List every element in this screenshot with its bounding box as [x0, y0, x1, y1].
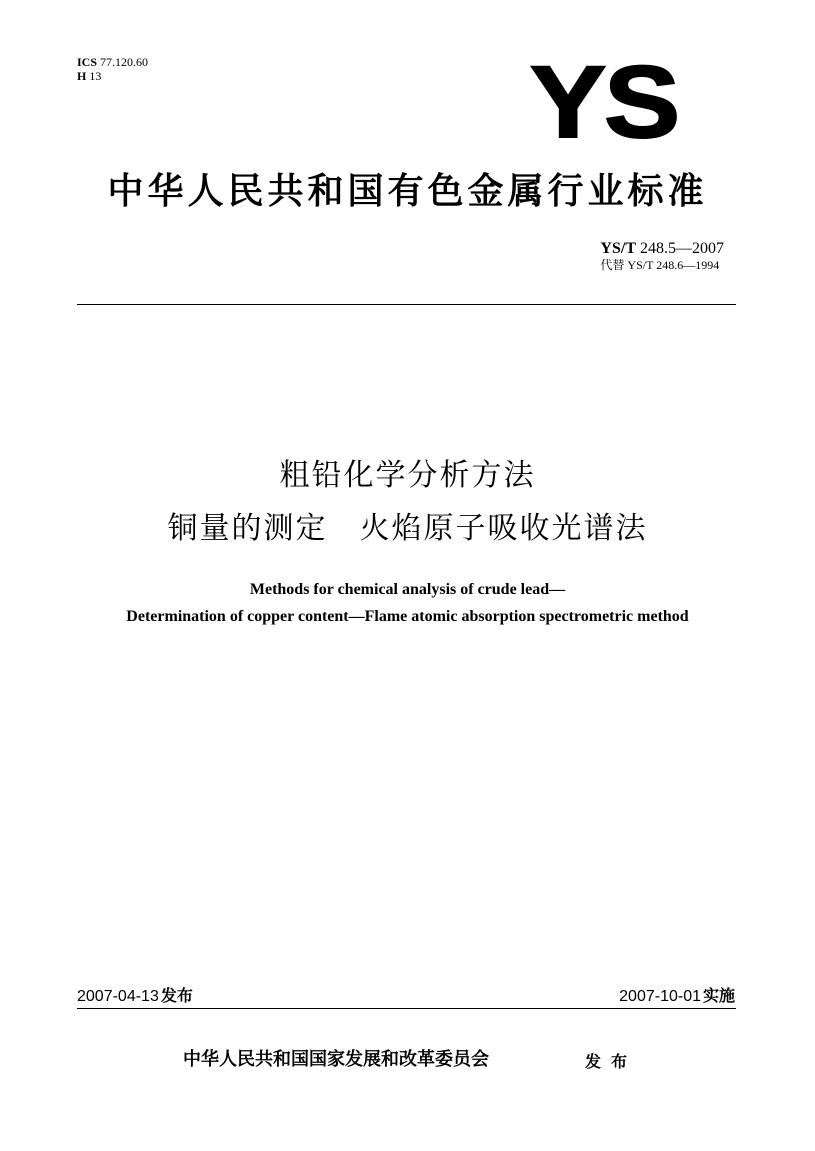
standard-number-block — [600, 240, 724, 273]
publisher-action: 发布 — [585, 1052, 638, 1071]
top-divider — [77, 304, 736, 305]
title-en-line2: Determination of copper content—Flame atomic absorption spectrometric method — [126, 608, 689, 625]
ys-logo: YS — [530, 45, 678, 159]
bottom-divider — [77, 1008, 736, 1009]
standard-number — [600, 240, 724, 258]
title-cn-line2 — [0, 509, 815, 549]
title-cn-line2-part2: 火焰原子吸收光谱法 — [359, 511, 648, 546]
title-cn-line2-part1: 铜量的测定 — [167, 511, 328, 546]
h-code: 13 — [89, 69, 102, 83]
standard-prefix: YS/T — [600, 240, 636, 257]
title-en-line1: Methods for chemical analysis of crude lead— — [249, 581, 566, 598]
h-label: H — [77, 69, 87, 83]
standard-code: 248.5—2007 — [640, 240, 724, 257]
org-title: 中华人民共和国有色金属行业标准 — [107, 171, 708, 212]
publisher-name: 中华人民共和国国家发展和改革委员会 — [183, 1049, 489, 1070]
replaces-standard: 代替 YS/T 248.6—1994 — [600, 258, 720, 272]
ics-line — [77, 55, 148, 69]
ics-label: ICS — [77, 55, 98, 69]
ics-code: 77.120.60 — [100, 55, 149, 69]
title-cn-line1: 粗铅化学分析方法 — [279, 458, 536, 493]
classification-block — [77, 55, 148, 83]
issue-date: 2007-04-13 — [77, 988, 159, 1005]
h-line — [77, 69, 148, 83]
implement-label: 实施 — [702, 986, 735, 1005]
issue-label: 发布 — [160, 986, 193, 1005]
implement-date: 2007-10-01 — [619, 988, 701, 1005]
issue-date-block — [77, 986, 193, 1007]
implement-date-block — [619, 986, 735, 1007]
